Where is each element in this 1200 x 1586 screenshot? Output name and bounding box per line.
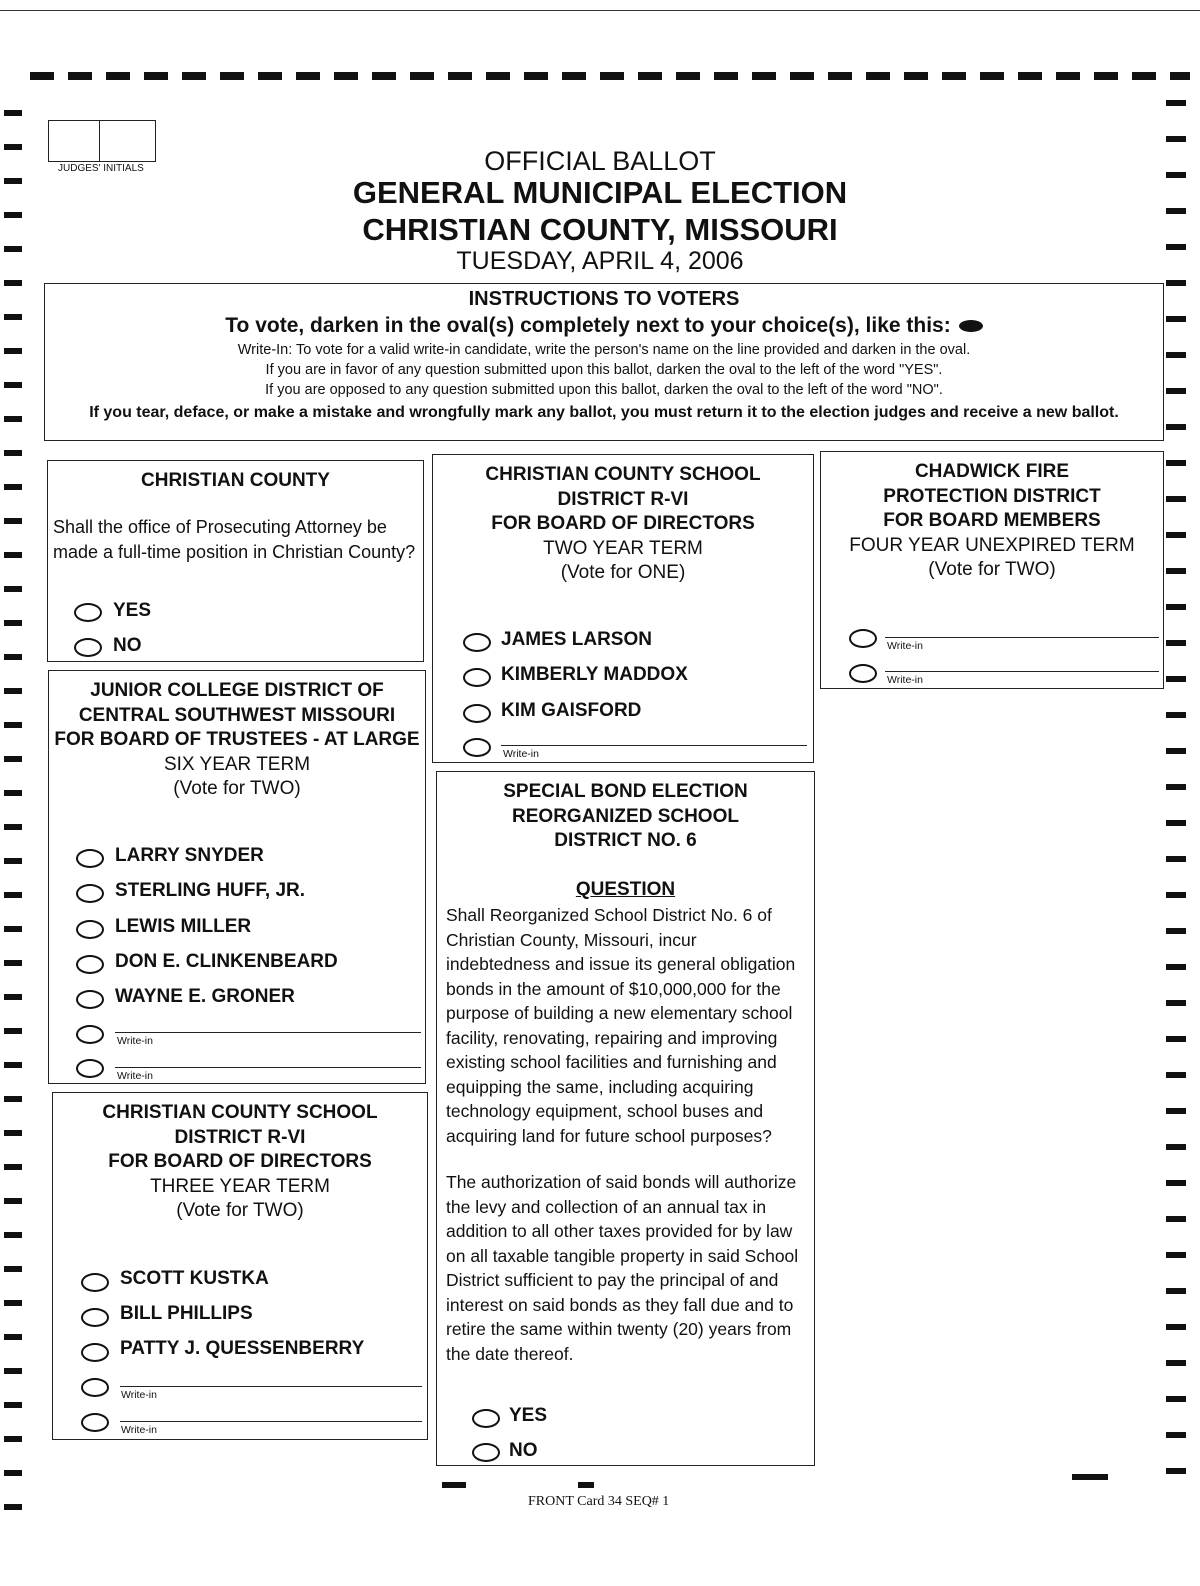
instructions-tear: If you tear, deface, or make a mistake and wrongfully mark any ballot, you must return it to the election judges and receive a new ballot. — [89, 404, 1119, 421]
vote-oval[interactable] — [76, 920, 104, 939]
timing-mark-row — [30, 72, 1190, 80]
question-text: Shall the office of Prosecuting Attorney be made a full-time position in Christian County? — [53, 517, 416, 562]
vote-oval[interactable] — [76, 955, 104, 974]
ballot-title: OFFICIAL BALLOT — [484, 146, 716, 176]
vote-oval[interactable] — [76, 990, 104, 1009]
candidate-name: LARRY SNYDER — [115, 845, 264, 866]
candidate-name: DON E. CLINKENBEARD — [115, 951, 338, 972]
vote-oval-writein[interactable] — [76, 1025, 104, 1044]
option-yes-label: YES — [509, 1405, 548, 1426]
writein-line[interactable] — [115, 1032, 421, 1033]
election-date: TUESDAY, APRIL 4, 2006 — [456, 247, 744, 275]
contest-junior-college — [48, 670, 426, 1084]
vote-oval[interactable] — [76, 884, 104, 903]
left-timing-marks — [4, 110, 22, 1510]
contest-title-line: DISTRICT R-VI — [174, 1126, 306, 1148]
candidate-name: PATTY J. QUESSENBERRY — [120, 1338, 365, 1359]
judges-initials-label: JUDGES' INITIALS — [58, 163, 144, 174]
instructions-box — [44, 283, 1164, 441]
vote-oval-writein[interactable] — [463, 738, 491, 757]
contest-title-line: DISTRICT R-VI — [557, 488, 689, 510]
candidate-name: KIMBERLY MADDOX — [501, 664, 688, 685]
contest-vote-for: (Vote for ONE) — [560, 562, 686, 583]
writein-label: Write-in — [117, 1070, 153, 1082]
vote-oval-writein[interactable] — [76, 1059, 104, 1078]
bond-authorization-text: The authorization of said bonds will authorize the levy and collection of an annual tax in addition to all other taxes provided for by law on all taxable tangible property in said School District sufficient to pay the principal of and interest on said bonds as they fall due and to retire the same within twenty (20) years from the date thereof. — [446, 1172, 799, 1364]
option-no-label: NO — [509, 1440, 538, 1461]
contest-bond-election — [436, 771, 815, 1466]
contest-school-board-three-year — [52, 1092, 428, 1440]
candidate-name: STERLING HUFF, JR. — [115, 880, 306, 901]
contest-county-question — [47, 460, 424, 662]
vote-oval[interactable] — [463, 704, 491, 723]
contest-title: CHRISTIAN COUNTY — [141, 470, 330, 491]
candidate-name: BILL PHILLIPS — [120, 1303, 253, 1324]
bond-question-text: Shall Reorganized School District No. 6 of Christian County, Missouri, incur indebtedness and issue its general obligation bonds in the amount of $10,000,000 for the purpose of building a new elementary school facility, renovating, repairing and improving existing school facilities and furnishing and equipping the same, including acquiring technology equipment, school buses and acquiring land for future school purposes? — [446, 905, 796, 1146]
contest-title-line: CHRISTIAN COUNTY SCHOOL — [485, 464, 761, 485]
contest-title-line: FOR BOARD MEMBERS — [883, 510, 1101, 531]
vote-oval-yes[interactable] — [74, 603, 102, 622]
contest-term: FOUR YEAR UNEXPIRED TERM — [849, 534, 1135, 556]
contest-vote-for: (Vote for TWO) — [928, 559, 1056, 580]
footer-timing-mark — [1072, 1474, 1108, 1480]
vote-oval-writein[interactable] — [81, 1413, 109, 1432]
contest-title-line: FOR BOARD OF TRUSTEES - AT LARGE — [54, 729, 420, 750]
vote-oval[interactable] — [463, 668, 491, 687]
contest-title-line: FOR BOARD OF DIRECTORS — [108, 1151, 372, 1172]
contest-term: TWO YEAR TERM — [543, 537, 703, 559]
writein-line[interactable] — [501, 745, 807, 746]
instructions-main: To vote, darken in the oval(s) completely next to your choice(s), like this: — [45, 314, 1163, 338]
question-heading: QUESTION — [575, 879, 676, 900]
top-rule — [0, 10, 1200, 11]
vote-oval[interactable] — [81, 1343, 109, 1362]
vote-oval[interactable] — [81, 1308, 109, 1327]
candidate-name: SCOTT KUSTKA — [120, 1268, 269, 1289]
contest-title-line: CENTRAL SOUTHWEST MISSOURI — [78, 704, 396, 726]
footer-timing-mark — [442, 1482, 466, 1488]
right-timing-marks — [1166, 100, 1186, 1500]
writein-line[interactable] — [120, 1421, 422, 1422]
contest-vote-for: (Vote for TWO) — [176, 1200, 304, 1221]
instructions-favor: If you are in favor of any question submitted upon this ballot, darken the oval to the left of the word "YES". — [265, 362, 943, 378]
vote-oval-writein[interactable] — [81, 1378, 109, 1397]
vote-oval-no[interactable] — [74, 638, 102, 657]
contest-title-line: PROTECTION DISTRICT — [883, 485, 1101, 507]
vote-oval-yes[interactable] — [472, 1409, 500, 1428]
vote-oval[interactable] — [81, 1273, 109, 1292]
writein-line[interactable] — [115, 1067, 421, 1068]
contest-title-line: CHRISTIAN COUNTY SCHOOL — [102, 1102, 378, 1123]
footer-timing-mark — [578, 1482, 594, 1488]
card-sequence-footer: FRONT Card 34 SEQ# 1 — [528, 1494, 670, 1509]
candidate-name: JAMES LARSON — [501, 629, 652, 650]
instructions-title: INSTRUCTIONS TO VOTERS — [468, 288, 740, 310]
contest-title-line: SPECIAL BOND ELECTION — [503, 781, 748, 802]
vote-oval-writein[interactable] — [849, 629, 877, 648]
vote-oval[interactable] — [76, 849, 104, 868]
contest-chadwick-fire — [820, 451, 1164, 689]
option-yes-label: YES — [113, 600, 152, 621]
vote-oval-writein[interactable] — [849, 664, 877, 683]
writein-label: Write-in — [121, 1424, 157, 1436]
candidate-name: WAYNE E. GRONER — [115, 986, 295, 1007]
writein-line[interactable] — [885, 637, 1159, 638]
writein-label: Write-in — [503, 748, 539, 760]
instructions-writein: Write-In: To vote for a valid write-in candidate, write the person's name on the line provided and darken in the oval. — [237, 342, 971, 358]
contest-term: SIX YEAR TERM — [163, 753, 311, 775]
contest-title-line: CHADWICK FIRE — [914, 461, 1070, 482]
option-no-label: NO — [113, 635, 142, 656]
writein-label: Write-in — [121, 1389, 157, 1401]
writein-label: Write-in — [887, 674, 923, 686]
contest-term: THREE YEAR TERM — [150, 1175, 330, 1197]
election-title: GENERAL MUNICIPAL ELECTION — [352, 175, 848, 210]
contest-title-line: DISTRICT NO. 6 — [554, 830, 697, 851]
writein-label: Write-in — [117, 1035, 153, 1047]
contest-vote-for: (Vote for TWO) — [173, 778, 301, 799]
candidate-name: KIM GAISFORD — [501, 700, 642, 721]
candidate-name: LEWIS MILLER — [115, 916, 252, 937]
contest-title-line: JUNIOR COLLEGE DISTRICT OF — [90, 680, 384, 701]
writein-label: Write-in — [887, 640, 923, 652]
county-title: CHRISTIAN COUNTY, MISSOURI — [362, 212, 838, 247]
vote-oval[interactable] — [463, 633, 491, 652]
contest-school-board-two-year — [432, 454, 814, 763]
writein-line[interactable] — [120, 1386, 422, 1387]
contest-title-line: FOR BOARD OF DIRECTORS — [491, 513, 755, 534]
writein-line[interactable] — [885, 671, 1159, 672]
vote-oval-no[interactable] — [472, 1443, 500, 1462]
instructions-opposed: If you are opposed to any question submitted upon this ballot, darken the oval to the left of the word "NO". — [265, 382, 943, 398]
filled-oval-example-icon — [959, 320, 983, 332]
contest-title-line: REORGANIZED SCHOOL — [512, 805, 739, 827]
